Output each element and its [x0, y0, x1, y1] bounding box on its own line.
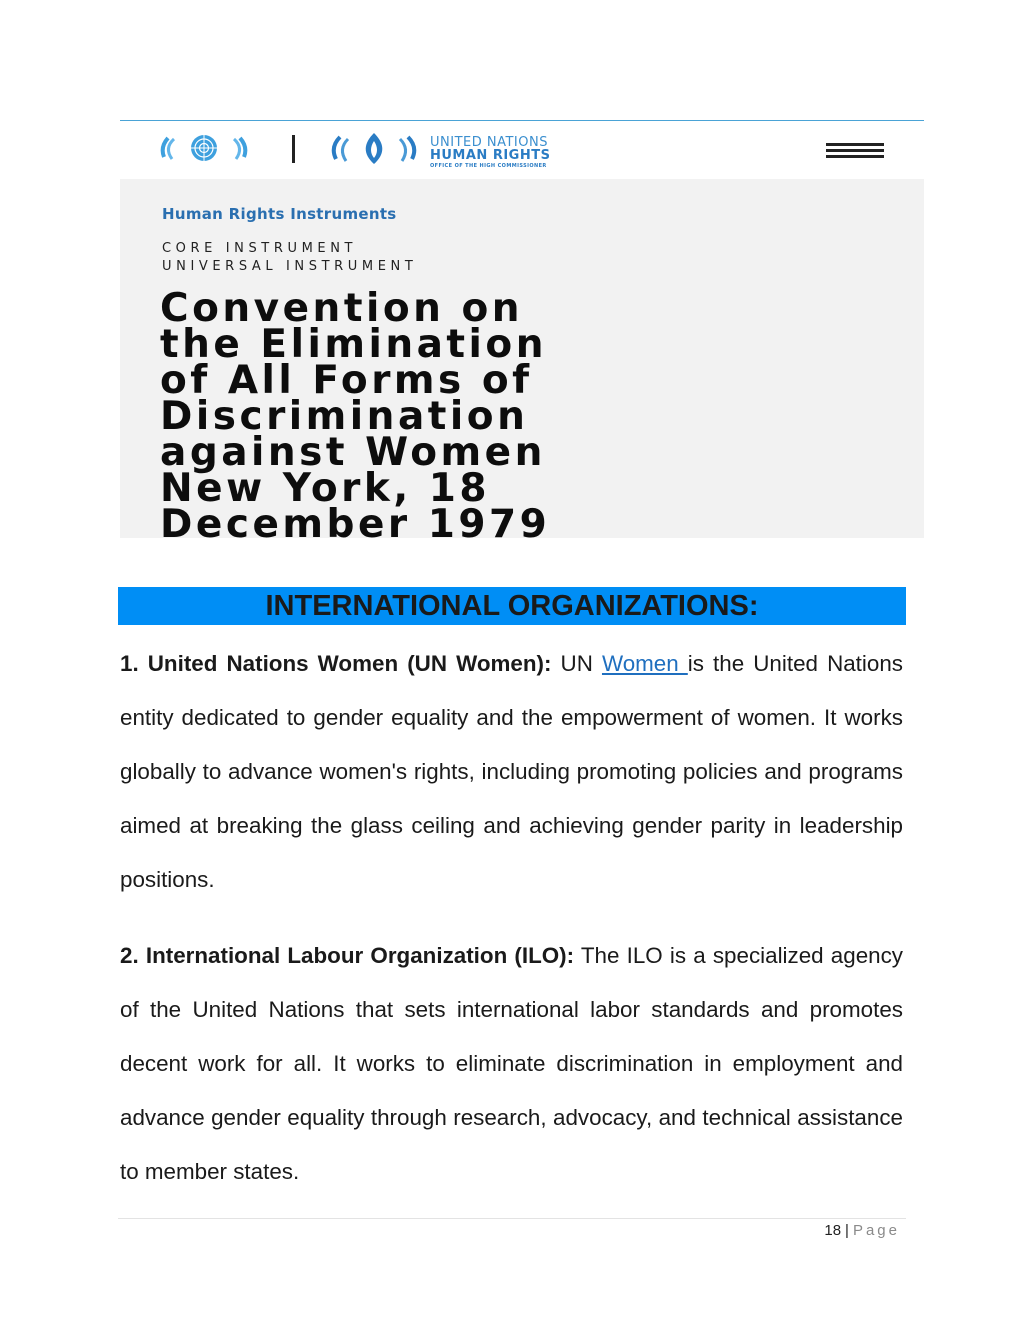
un-emblem-icon: [158, 133, 250, 163]
item-title: 1. United Nations Women (UN Women):: [120, 651, 552, 676]
women-link[interactable]: Women: [601, 651, 688, 676]
instrument-type-universal: UNIVERSAL INSTRUMENT: [162, 259, 418, 274]
ohchr-wordmark: [430, 136, 550, 169]
document-title: Convention on the Elimination of All Forms of Discrimination against Women New York, 18 December 1979: [160, 286, 551, 547]
section-heading: INTERNATIONAL ORGANIZATIONS:: [118, 587, 906, 625]
ohchr-line-1: UNITED NATIONS: [430, 135, 548, 150]
banner-body: [120, 179, 924, 547]
page-number-value: 18: [824, 1222, 842, 1239]
section-label: Human Rights Instruments: [162, 205, 397, 223]
instrument-type-core: CORE INSTRUMENT: [162, 241, 358, 256]
item-text: The ILO is a specialized agency of the United Nations that sets international labor standards and promotes decent work for all. It works to eliminate discrimination in employment and advance gender equality through research, advocacy, and technical assistance to member states.: [120, 943, 903, 1184]
page-number: [824, 1222, 900, 1239]
ohchr-emblem-icon: [328, 131, 420, 167]
page-word: Page: [852, 1222, 900, 1239]
page-separator: |: [845, 1222, 849, 1239]
menu-icon[interactable]: [826, 143, 884, 159]
paragraph-un-women: [120, 637, 903, 907]
logo-divider: [292, 135, 295, 163]
item-text: is the United Nations entity dedicated to gender equality and the empowerment of women. It works globally to advance women's rights, including promoting policies and programs aimed at breaking the glass ceiling and achieving gender parity in leadership positions.: [120, 651, 903, 892]
item-title: 2. International Labour Organization (ILO):: [120, 943, 575, 968]
logo-bar: [120, 121, 924, 179]
ohchr-line-3: OFFICE OF THE HIGH COMMISSIONER: [430, 163, 547, 169]
footer-rule: [118, 1218, 906, 1219]
item-pre-link: UN: [551, 651, 602, 676]
paragraph-ilo: [120, 929, 903, 1199]
ohchr-line-2: HUMAN RIGHTS: [430, 148, 551, 163]
header-banner: [120, 120, 924, 547]
